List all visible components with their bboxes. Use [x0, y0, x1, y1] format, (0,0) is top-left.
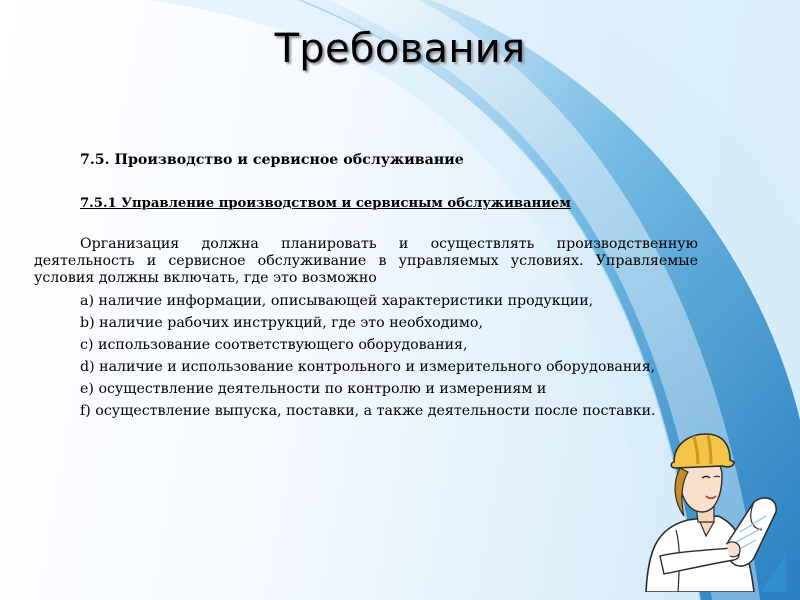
requirements-list	[34, 293, 698, 420]
list-item: b) наличие рабочих инструкций, где это необходимо,	[80, 315, 483, 331]
section-heading: 7.5. Производство и сервисное обслуживание	[80, 152, 464, 168]
slide-title: Требования	[274, 26, 526, 72]
list-item: f) осуществление выпуска, поставки, а также деятельности после поставки.	[80, 403, 656, 419]
body-paragraph: Организация должна планировать и осуществлять производственную деятельность и сервисное обслуживание в управляемых условиях. Управляемые условия должны включать, где это возможно	[34, 236, 698, 286]
subsection-heading: 7.5.1 Управление производством и сервисным обслуживанием	[80, 196, 571, 211]
slide-body	[34, 146, 698, 420]
list-item: e) осуществление деятельности по контролю и измерениям и	[80, 381, 547, 397]
engineer-with-blueprint-icon	[636, 432, 786, 592]
list-item: a) наличие информации, описывающей характеристики продукции,	[80, 293, 594, 309]
list-item: c) использование соответствующего оборудования,	[80, 337, 468, 353]
list-item: d) наличие и использование контрольного и измерительного оборудования,	[80, 359, 656, 375]
